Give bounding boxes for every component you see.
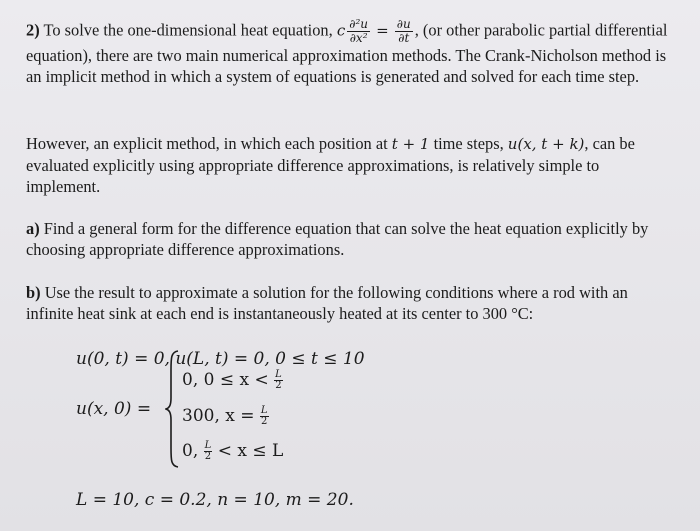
parameters-line: L = 10, c = 0.2, n = 10, m = 20. xyxy=(76,490,354,510)
time-derivative-fraction xyxy=(395,18,413,45)
case-row-center xyxy=(182,405,269,427)
case-row-right xyxy=(182,440,283,462)
case-right-value: 0, xyxy=(182,441,199,461)
explicit-method-paragraph xyxy=(26,133,676,197)
part-b-paragraph xyxy=(26,282,676,324)
second-derivative-fraction xyxy=(347,18,370,45)
equals-sign: = xyxy=(376,21,389,40)
question-intro-continuation: , (or other parabolic partial differential equation), there are two main numerical approximation methods. The Crank-Nicholson method is an implicit method in which a system of equations is generated and solved for each time step. xyxy=(26,20,668,86)
case-right-fraction: $\frac{L}{2}$ xyxy=(204,440,212,462)
part-a-paragraph xyxy=(26,218,676,260)
left-brace-icon xyxy=(165,350,179,468)
case-right-condition: < x ≤ L xyxy=(217,441,284,461)
heat-equation-constant: c xyxy=(336,21,346,40)
second-derivative-denominator: ∂x² xyxy=(349,31,368,45)
part-b-text: Use the result to approximate a solution for the following conditions where a rod with an infinite heat sink at each end is instantaneously heated at its center to 300 °C: xyxy=(26,283,628,323)
explicit-text-2: time steps, xyxy=(433,134,504,153)
initial-condition-lhs: u(x, 0) = xyxy=(76,399,152,419)
time-step-expression: t + 1 xyxy=(391,135,430,153)
part-b-label: b) xyxy=(26,283,41,302)
explicit-text-3: , can be evaluated explicitly using appropriate difference approximations, is relatively simple to implement. xyxy=(26,134,635,196)
time-derivative-numerator: ∂u xyxy=(396,17,411,31)
case-center-fraction: $\frac{L}{2}$ xyxy=(260,405,268,427)
case-center-condition: 300, x = xyxy=(182,406,255,426)
case-left-condition: 0, 0 ≤ x < xyxy=(182,370,269,390)
question-intro-text: To solve the one-dimensional heat equation, xyxy=(43,20,333,40)
part-a-label: a) xyxy=(26,219,40,238)
position-function-expression: u(x, t + k) xyxy=(507,135,585,153)
question-number: 2) xyxy=(26,20,40,40)
case-row-left xyxy=(182,369,283,391)
second-derivative-numerator: ∂²u xyxy=(349,17,368,31)
part-a-text: Find a general form for the difference equation that can solve the heat equation explicitly by choosing appropriate difference approximations. xyxy=(26,219,649,259)
question-2-paragraph xyxy=(26,18,676,87)
boundary-conditions-equation: u(0, t) = 0, u(L, t) = 0, 0 ≤ t ≤ 10 xyxy=(76,349,365,369)
case-left-fraction: $\frac{L}{2}$ xyxy=(275,369,282,391)
time-derivative-denominator: ∂t xyxy=(398,31,410,45)
explicit-text-1: However, an explicit method, in which each position at xyxy=(26,134,388,153)
